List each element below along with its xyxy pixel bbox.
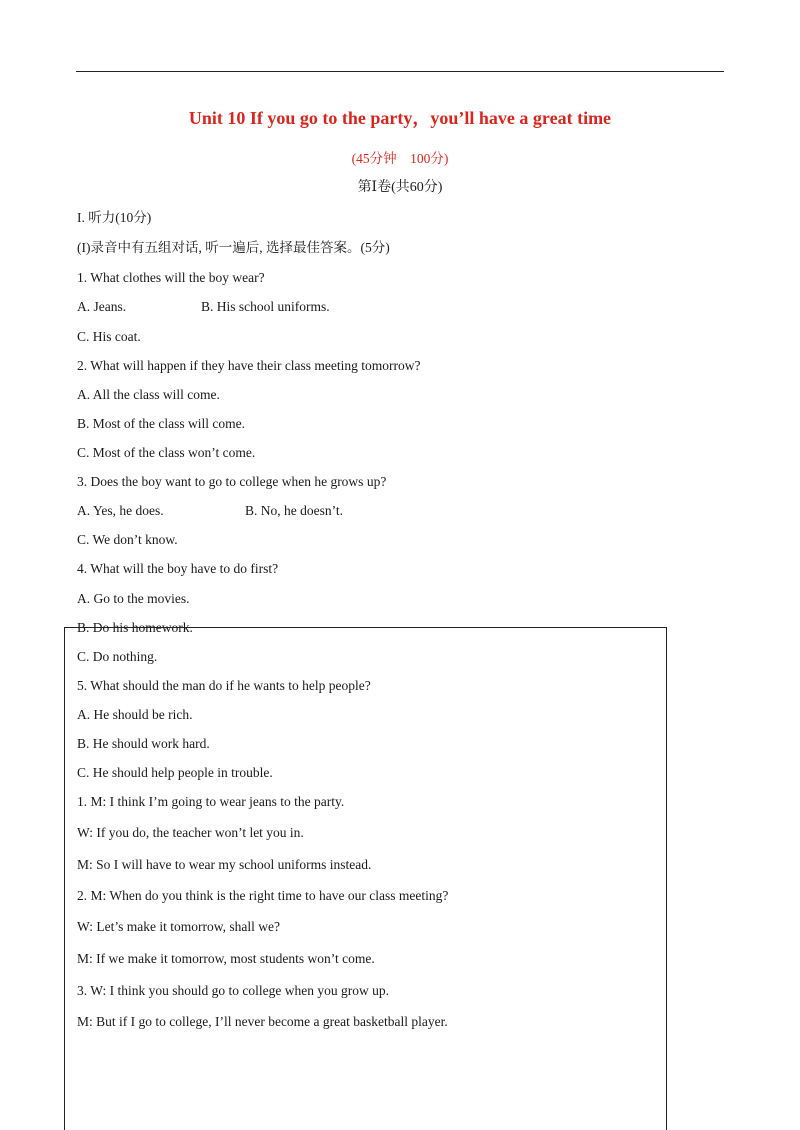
option-1b: B. His school uniforms. [201,299,330,314]
transcript-line: 1. M: I think I’m going to wear jeans to the party. [77,794,345,809]
question-1: 1. What clothes will the boy wear? [77,270,265,285]
option-2b: B. Most of the class will come. [77,416,245,431]
exam-duration-score: (45分钟 100分) [351,151,449,166]
option-4b: B. Do his homework. [77,620,193,635]
transcript-line: M: So I will have to wear my school uniforms instead. [77,857,372,872]
question-2: 2. What will happen if they have their class meeting tomorrow? [77,358,421,373]
transcript-line: W: Let’s make it tomorrow, shall we? [77,919,280,934]
transcript-box [64,627,667,1130]
option-5a: A. He should be rich. [77,707,193,722]
question-4: 4. What will the boy have to do first? [77,561,279,576]
option-1a: A. Jeans. [77,299,127,314]
option-4c: C. Do nothing. [77,649,158,664]
header-rule [76,71,724,72]
transcript-line: 3. W: I think you should go to college when you grow up. [77,983,389,998]
option-5b: B. He should work hard. [77,736,210,751]
question-3: 3. Does the boy want to go to college when he grows up? [77,474,387,489]
option-3a: A. Yes, he does. [77,503,164,518]
option-1c: C. His coat. [77,329,141,344]
option-2a: A. All the class will come. [77,387,220,402]
option-5c: C. He should help people in trouble. [77,765,273,780]
transcript-line: 2. M: When do you think is the right time to have our class meeting? [77,888,449,903]
volume-heading: 第Ⅰ卷(共60分) [357,180,443,195]
part-heading: (I)录音中有五组对话, 听一遍后, 选择最佳答案。(5分) [77,240,390,255]
transcript-line: M: But if I go to college, I’ll never become a great basketball player. [77,1014,448,1029]
option-2c: C. Most of the class won’t come. [77,445,256,460]
section-heading: I. 听力(10分) [77,210,152,225]
question-5: 5. What should the man do if he wants to help people? [77,678,371,693]
option-3b: B. No, he doesn’t. [245,503,343,518]
option-4a: A. Go to the movies. [77,591,190,606]
page-title: Unit 10 If you go to the party，you’ll have a great time [188,108,612,128]
option-3c: C. We don’t know. [77,532,178,547]
transcript-line: M: If we make it tomorrow, most students won’t come. [77,951,375,966]
transcript-line: W: If you do, the teacher won’t let you in. [77,825,304,840]
